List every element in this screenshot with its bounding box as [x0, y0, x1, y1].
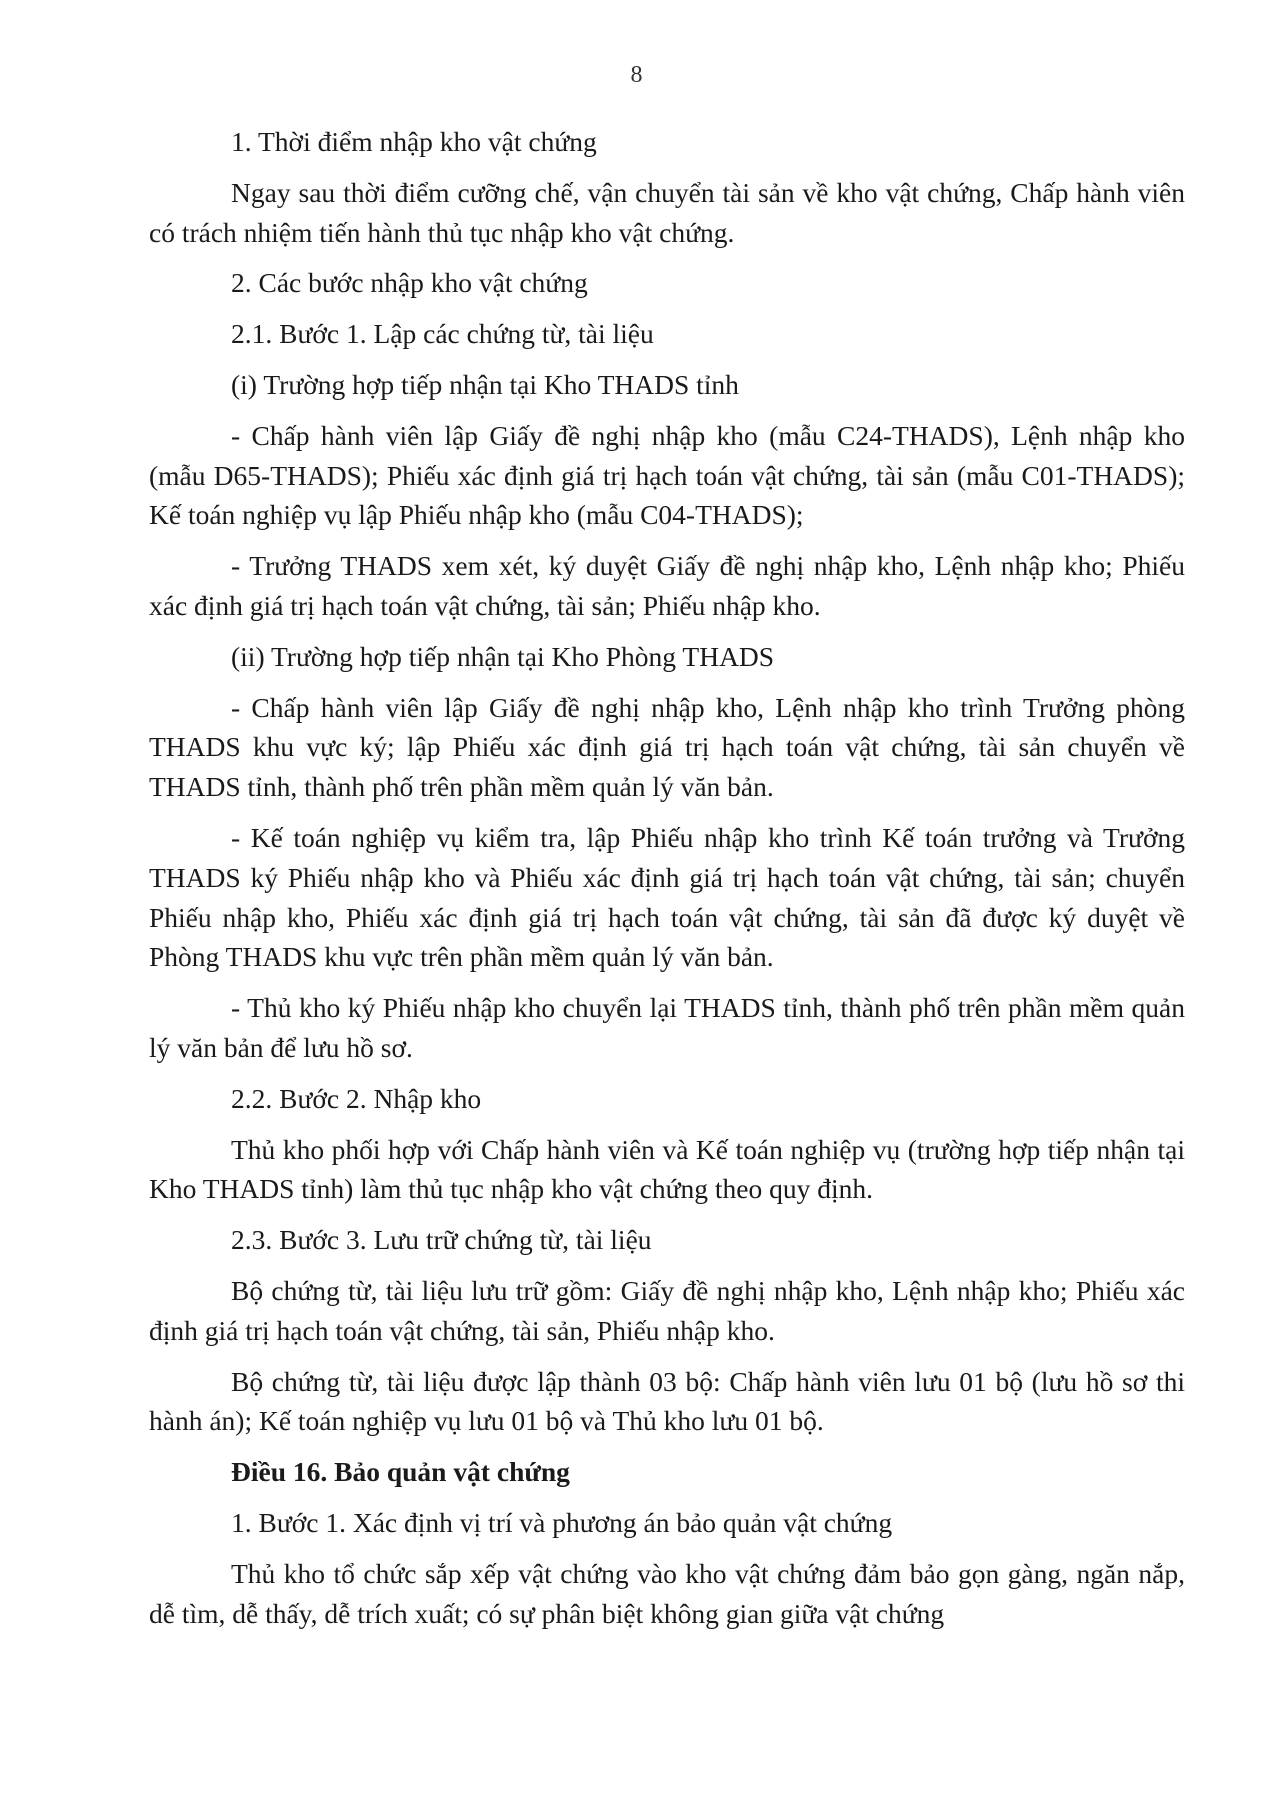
paragraph: - Trưởng THADS xem xét, ký duyệt Giấy đề nghị nhập kho, Lệnh nhập kho; Phiếu xác định giá trị hạch toán vật chứng, tài sản; Phiếu nhập kho.: [149, 550, 1185, 621]
paragraph: Bộ chứng từ, tài liệu lưu trữ gồm: Giấy đề nghị nhập kho, Lệnh nhập kho; Phiếu xác định giá trị hạch toán vật chứng, tài sản, Phiếu nhập kho.: [149, 1274, 1185, 1346]
paragraph-heading: 1. Thời điểm nhập kho vật chứng: [231, 126, 597, 157]
paragraph-heading: 2. Các bước nhập kho vật chứng: [231, 267, 588, 299]
paragraph-heading: 2.3. Bước 3. Lưu trữ chứng từ, tài liệu: [231, 1224, 652, 1256]
paragraph: - Kế toán nghiệp vụ kiểm tra, lập Phiếu nhập kho trình Kế toán trưởng và Trưởng THADS ký Phiếu nhập kho và Phiếu xác định giá trị hạch toán vật chứng, tài sản; chuyển Phiếu nhập kho, Phiếu xác định giá trị hạch toán vật chứng, tài sản đã được ký duyệt về Phòng THADS khu vực trên phần mềm quản lý văn bản.: [149, 821, 1185, 973]
paragraph-heading: (i) Trường hợp tiếp nhận tại Kho THADS tỉnh: [231, 368, 739, 400]
paragraph: - Thủ kho ký Phiếu nhập kho chuyển lại THADS tỉnh, thành phố trên phần mềm quản lý văn bản để lưu hồ sơ.: [149, 992, 1185, 1063]
paragraph: Thủ kho phối hợp với Chấp hành viên và Kế toán nghiệp vụ (trường hợp tiếp nhận tại Kho THADS tỉnh) làm thủ tục nhập kho vật chứng theo quy định.: [149, 1133, 1185, 1205]
paragraph: - Chấp hành viên lập Giấy đề nghị nhập kho (mẫu C24-THADS), Lệnh nhập kho (mẫu D65-THADS); Phiếu xác định giá trị hạch toán vật chứng, tài sản (mẫu C01-THADS); Kế toán nghiệp vụ lập Phiếu nhập kho (mẫu C04-THADS);: [149, 419, 1185, 531]
paragraph: - Chấp hành viên lập Giấy đề nghị nhập kho, Lệnh nhập kho trình Trưởng phòng THADS khu vực ký; lập Phiếu xác định giá trị hạch toán vật chứng, tài sản chuyển về THADS tỉnh, thành phố trên phần mềm quản lý văn bản.: [149, 691, 1185, 803]
document-body: [149, 122, 1185, 1644]
paragraph: Thủ kho tổ chức sắp xếp vật chứng vào kho vật chứng đảm bảo gọn gàng, ngăn nắp, dễ tìm, dễ thấy, dễ trích xuất; có sự phân biệt không gian giữa vật chứng: [149, 1557, 1185, 1629]
paragraph-heading: 1. Bước 1. Xác định vị trí và phương án bảo quản vật chứng: [231, 1506, 893, 1538]
paragraph: Ngay sau thời điểm cưỡng chế, vận chuyển tài sản về kho vật chứng, Chấp hành viên có trách nhiệm tiến hành thủ tục nhập kho vật chứng.: [149, 176, 1185, 248]
paragraph: Bộ chứng từ, tài liệu được lập thành 03 bộ: Chấp hành viên lưu 01 bộ (lưu hồ sơ thi hành án); Kế toán nghiệp vụ lưu 01 bộ và Thủ kho lưu 01 bộ.: [149, 1365, 1185, 1437]
paragraph-heading: (ii) Trường hợp tiếp nhận tại Kho Phòng THADS: [231, 640, 775, 672]
paragraph-heading: 2.2. Bước 2. Nhập kho: [231, 1082, 482, 1114]
page-number: 8: [630, 62, 643, 88]
article-heading: Điều 16. Bảo quản vật chứng: [231, 1456, 570, 1488]
paragraph-heading: 2.1. Bước 1. Lập các chứng từ, tài liệu: [231, 318, 654, 350]
